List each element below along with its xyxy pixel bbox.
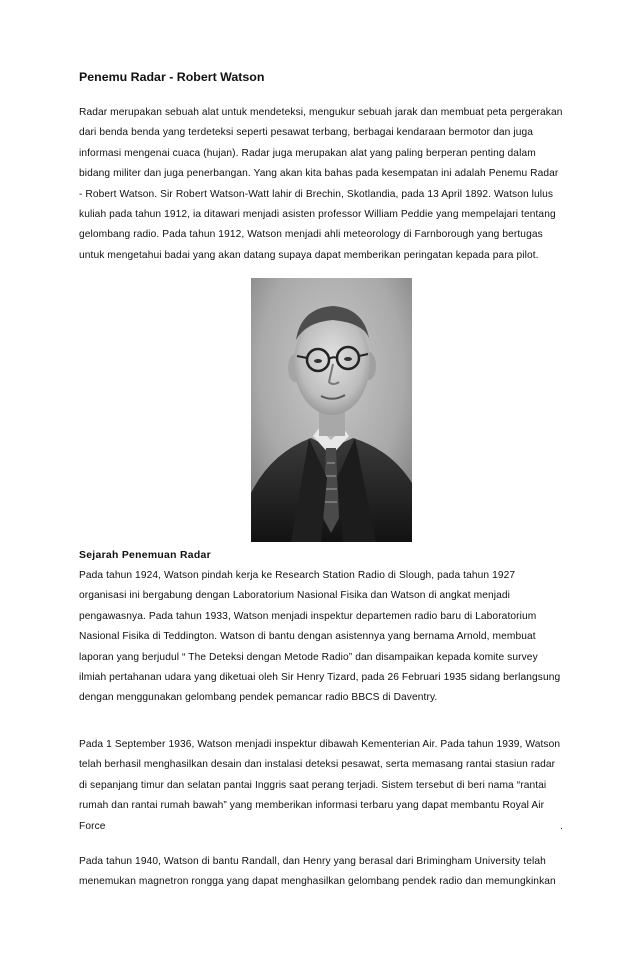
document-title: Penemu Radar - Robert Watson xyxy=(79,70,265,84)
intro-line: gelombang radio. Pada tahun 1912, Watson menjadi ahli meteorology di Farnborough yang bertugas xyxy=(79,229,543,241)
paragraph-line: di sepanjang timur dan selatan pantai Inggris saat perang terjadi. Sistem tersebut di beri nama “rantai xyxy=(79,779,547,791)
paragraph-line: Pada tahun 1940, Watson di bantu Randall, dan Henry yang berasal dari Brimingham University telah xyxy=(79,856,546,867)
paragraph-1936 xyxy=(79,735,563,837)
paragraph-line: menemukan magnetron rongga yang dapat menghasilkan gelombang pendek radio dan memungkinkan xyxy=(79,876,556,888)
portrait-photo xyxy=(251,278,412,542)
history-line: laporan yang berjudul “ The Deteksi dengan Metode Radio” dan disampaikan kepada komite survey xyxy=(79,651,538,663)
section-heading: Sejarah Penemuan Radar xyxy=(79,550,211,561)
paragraph-period: . xyxy=(560,820,563,832)
paragraph-line: telah berhasil menghasilkan desain dan instalasi deteksi pesawat, serta memasang rantai stasiun radar xyxy=(79,759,556,771)
intro-line: bidang militer dan juga penerbangan. Yang akan kita bahas pada kesempatan ini adalah Penemu Radar xyxy=(79,168,559,180)
intro-line: informasi mengenai cuaca (hujan). Radar juga merupakan alat yang paling berperan penting dalam xyxy=(79,147,536,159)
intro-paragraph xyxy=(79,103,563,266)
intro-line: - Robert Watson. Sir Robert Watson-Watt lahir di Brechin, Skotlandia, pada 13 April 1892. Watson lulus xyxy=(79,188,554,200)
paragraph-last-line xyxy=(79,817,563,837)
history-line: ilmiah pertahanan udara yang diketuai oleh Sir Henry Tizard, pada 26 Februari 1935 sidang berlangsung xyxy=(79,672,561,684)
paragraph-1940 xyxy=(79,852,563,893)
history-line: Pada tahun 1924, Watson pindah kerja ke Research Station Radio di Slough, pada tahun 1927 xyxy=(79,570,516,581)
intro-line: untuk mengetahui badai yang akan datang supaya dapat memberikan peringatan kepada para pilot. xyxy=(79,249,539,261)
paragraph-line: Pada 1 September 1936, Watson menjadi inspektur dibawah Kementerian Air. Pada tahun 1939, Watson xyxy=(79,739,561,750)
history-line: dengan menggunakan gelombang pendek pemancar radio BBCS di Daventry. xyxy=(79,692,438,704)
history-line: Nasional Fisika di Teddington. Watson di bantu dengan asistennya yang bernama Arnold, membuat xyxy=(79,631,536,643)
history-line: pengawasnya. Pada tahun 1933, Watson menjadi inspektur departemen radio baru di Laboratorium xyxy=(79,610,537,622)
intro-line: kuliah pada tahun 1912, ia ditawari menjadi asisten professor William Peddie yang mempelajari tentang xyxy=(79,209,556,221)
intro-line: Radar merupakan sebuah alat untuk mendeteksi, mengukur sebuah jarak dan membuat peta pergerakan xyxy=(79,107,563,118)
document-page xyxy=(79,70,563,266)
intro-line: dari benda benda yang terdeteksi seperti pesawat terbang, berbagai kendaraan bermotor dan juga xyxy=(79,127,533,139)
history-line: organisasi ini bergabung dengan Laboratorium Nasional Fisika dan Watson di angkat menjadi xyxy=(79,590,510,602)
section-history xyxy=(79,546,563,709)
paragraph-line: rumah dan rantai rumah bawah” yang memberikan informasi terbaru yang dapat membantu Royal Air xyxy=(79,800,545,812)
paragraph-last-word: Force xyxy=(79,820,106,832)
